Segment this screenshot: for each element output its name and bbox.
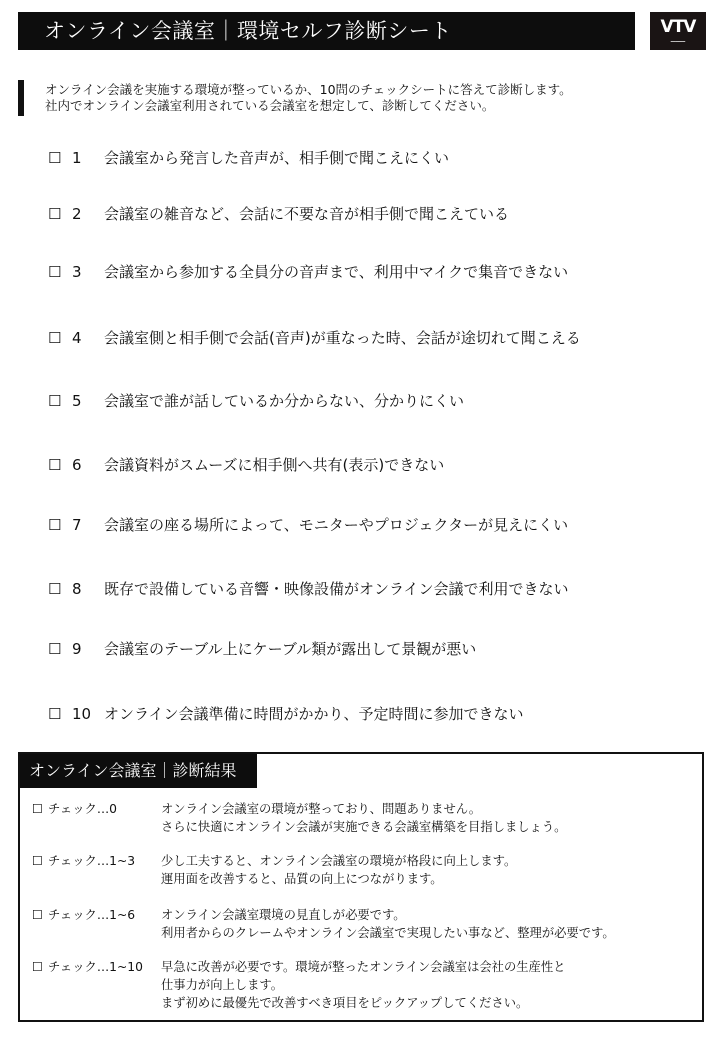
result-desc [161, 906, 615, 942]
item-text: 既存で設備している音響・映像設備がオンライン会議で利用できない [104, 580, 569, 598]
result-desc [161, 852, 516, 888]
item-text: 会議室の雑音など、会話に不要な音が相手側で聞こえている [104, 205, 510, 223]
item-text: オンライン会議準備に時間がかかり、予定時間に参加できない [104, 705, 524, 723]
checklist-item[interactable] [48, 148, 449, 168]
checklist-item[interactable] [48, 704, 524, 724]
item-text: 会議室側と相手側で会話(音声)が重なった時、会話が途切れて聞こえる [104, 329, 581, 347]
item-number: 9 [72, 640, 82, 658]
checkbox[interactable]: ☐ [48, 392, 62, 410]
result-desc-line: 早急に改善が必要です。環境が整ったオンライン会議室は会社の生産性と [161, 960, 566, 974]
checkbox[interactable]: ☐ [48, 516, 62, 534]
checkbox[interactable]: ☐ [48, 705, 62, 723]
item-number: 8 [72, 580, 82, 598]
intro-accent-bar [18, 80, 24, 116]
checkbox[interactable]: ☐ [48, 640, 62, 658]
checklist-item[interactable] [48, 204, 509, 224]
result-label: チェック…1~3 [48, 854, 136, 868]
item-text: 会議室の座る場所によって、モニターやプロジェクターが見えにくい [104, 516, 569, 534]
vtv-logo: VTV ━━━━━━ [650, 12, 706, 50]
item-number: 7 [72, 516, 82, 534]
item-number: 3 [72, 263, 82, 281]
result-desc-line: オンライン会議室の環境が整っており、問題ありません。 [161, 802, 482, 816]
checklist-item[interactable] [48, 455, 444, 475]
result-desc-line: さらに快適にオンライン会議が実施できる会議室構築を目指しましょう。 [161, 820, 567, 834]
result-label: チェック…1~10 [48, 960, 143, 974]
result-label: チェック…1~6 [48, 908, 136, 922]
item-number: 6 [72, 456, 82, 474]
checklist-item[interactable] [48, 328, 581, 348]
result-desc [161, 800, 566, 836]
item-number: 4 [72, 329, 82, 347]
checkbox[interactable]: ☐ [32, 908, 44, 922]
result-row [32, 800, 566, 836]
item-text: 会議資料がスムーズに相手側へ共有(表示)できない [104, 456, 445, 474]
result-desc [161, 958, 565, 1012]
intro-line: オンライン会議を実施する環境が整っているか、10問のチェックシートに答えて診断します。 [45, 82, 572, 97]
checklist-item[interactable] [48, 262, 568, 282]
result-desc-line: 仕事力が向上します。 [161, 978, 283, 992]
result-desc-line: 運用面を改善すると、品質の向上につながります。 [161, 872, 443, 886]
intro-text [45, 82, 572, 114]
checkbox[interactable]: ☐ [48, 205, 62, 223]
checkbox[interactable]: ☐ [32, 854, 44, 868]
results-box [18, 752, 704, 1022]
checkbox[interactable]: ☐ [32, 960, 44, 974]
checkbox[interactable]: ☐ [48, 149, 62, 167]
checklist-item[interactable] [48, 639, 476, 659]
item-text: 会議室のテーブル上にケーブル類が露出して景観が悪い [104, 640, 477, 658]
result-row [32, 958, 565, 1012]
results-title: オンライン会議室｜診断結果 [20, 754, 257, 788]
result-row [32, 852, 516, 888]
item-number: 5 [72, 392, 82, 410]
checkbox[interactable]: ☐ [48, 456, 62, 474]
result-label: チェック…0 [48, 802, 117, 816]
page-title: オンライン会議室｜環境セルフ診断シート [18, 12, 635, 50]
intro-line: 社内でオンライン会議室利用されている会議室を想定して、診断してください。 [45, 98, 495, 113]
checkbox[interactable]: ☐ [48, 580, 62, 598]
result-row [32, 906, 615, 942]
item-text: 会議室で誰が話しているか分からない、分かりにくい [104, 392, 465, 410]
item-number: 1 [72, 149, 82, 167]
result-desc-line: まず初めに最優先で改善すべき項目をピックアップしてください。 [161, 996, 529, 1010]
item-text: 会議室から発言した音声が、相手側で聞こえにくい [104, 149, 450, 167]
item-number: 2 [72, 205, 82, 223]
result-desc-line: オンライン会議室環境の見直しが必要です。 [161, 908, 406, 922]
item-text: 会議室から参加する全員分の音声まで、利用中マイクで集音できない [104, 263, 569, 281]
result-desc-line: 利用者からのクレームやオンライン会議室で実現したい事など、整理が必要です。 [161, 926, 615, 940]
checklist-item[interactable] [48, 515, 568, 535]
checkbox[interactable]: ☐ [32, 802, 44, 816]
item-number: 10 [72, 705, 92, 723]
checkbox[interactable]: ☐ [48, 263, 62, 281]
checkbox[interactable]: ☐ [48, 329, 62, 347]
checklist-item[interactable] [48, 579, 569, 599]
checklist-item[interactable] [48, 391, 464, 411]
result-desc-line: 少し工夫すると、オンライン会議室の環境が格段に向上します。 [161, 854, 517, 868]
